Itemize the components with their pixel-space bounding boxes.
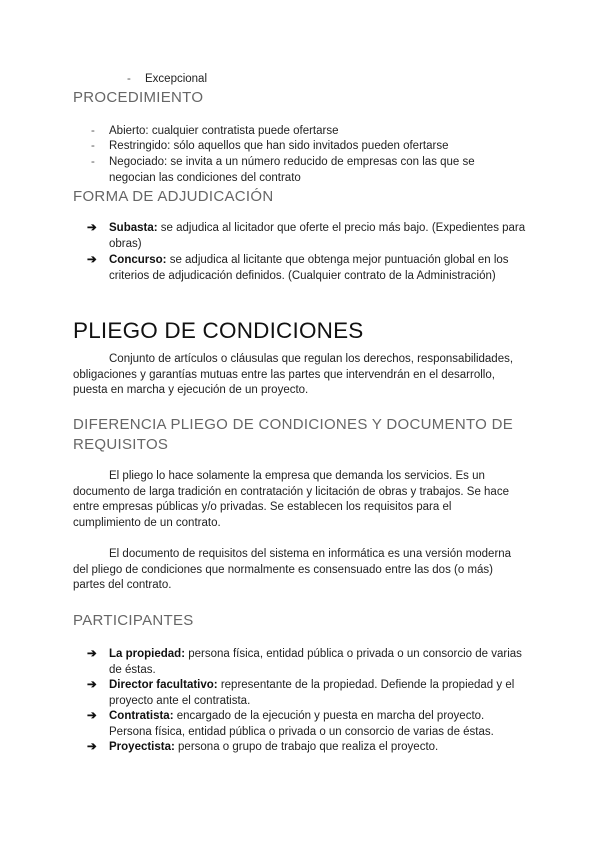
list-item-director xyxy=(87,678,529,709)
list-item-subasta xyxy=(87,221,529,252)
term-label: Proyectista: xyxy=(109,741,175,753)
dash-bullet: - xyxy=(91,156,95,168)
arrow-right-icon: ➔ xyxy=(87,679,97,691)
list-item-concurso xyxy=(87,253,529,284)
term-description: persona física, entidad pública o privada o un consorcio de varias de éstas. xyxy=(109,648,522,676)
list-item-text: Restringido: sólo aquellos que han sido invitados pueden ofertarse xyxy=(109,140,449,152)
dash-bullet: - xyxy=(91,140,95,152)
term-description: persona o grupo de trabajo que realiza el proyecto. xyxy=(174,741,439,753)
paragraph-pliego-intro: Conjunto de artículos o cláusulas que regulan los derechos, responsabilidades, obligaciones y garantías mutuas entre las partes que intervendrán en el desarrollo, puesta en marcha y ejecución de un proyecto. xyxy=(73,353,514,397)
term-description: se adjudica al licitante que obtenga mejor puntuación global en los criterios de adjudicación definidos. (Cualquier contrato de la Administración) xyxy=(109,254,509,282)
term-description: se adjudica al licitador que oferte el precio más bajo. (Expedientes para obras) xyxy=(109,222,526,250)
arrow-right-icon: ➔ xyxy=(87,222,97,234)
term-label: Subasta: xyxy=(109,222,158,234)
list-item-text: Excepcional xyxy=(145,73,208,85)
list-item-proyectista xyxy=(87,740,529,756)
arrow-right-icon: ➔ xyxy=(87,710,97,722)
heading-participantes: PARTICIPANTES xyxy=(73,612,194,629)
page-title: PLIEGO DE CONDICIONES xyxy=(73,318,364,343)
heading-diferencia: DIFERENCIA PLIEGO DE CONDICIONES Y DOCUMENTO DE REQUISITOS xyxy=(73,416,514,453)
arrow-right-icon: ➔ xyxy=(87,741,97,753)
term-label: La propiedad: xyxy=(109,648,186,660)
paragraph-diferencia-2: El documento de requisitos del sistema en informática es una versión moderna del pliego de condiciones que normalmente es consensuado entre las dos (o más) partes del contrato. xyxy=(73,548,512,592)
list-item xyxy=(91,124,529,140)
dash-bullet: - xyxy=(127,73,131,85)
list-item-text: Abierto: cualquier contratista puede ofertarse xyxy=(109,125,339,137)
list-item-text: Negociado: se invita a un número reducido de empresas con las que se negocian las condiciones del contrato xyxy=(109,156,475,184)
arrow-right-icon: ➔ xyxy=(87,648,97,660)
term-label: Director facultativo: xyxy=(109,679,218,691)
term-description: representante de la propiedad. Defiende la propiedad y el proyecto ante el contratista. xyxy=(109,679,515,707)
list-item xyxy=(91,155,519,186)
heading-forma-adjudicacion: FORMA DE ADJUDICACIÓN xyxy=(73,188,274,205)
term-label: Concurso: xyxy=(109,254,167,266)
paragraph-diferencia-1: El pliego lo hace solamente la empresa que demanda los servicios. Es un documento de larga tradición en contratación y licitación de obras y trabajos. Se hace entre empresas públicas y/o privadas. Se establecen los requisitos para el cumplimiento de un contrato. xyxy=(73,470,509,530)
term-label: Contratista: xyxy=(109,710,174,722)
list-item xyxy=(91,139,529,155)
arrow-right-icon: ➔ xyxy=(87,254,97,266)
list-item-contratista xyxy=(87,709,529,740)
list-item-excepcional xyxy=(127,72,208,88)
dash-bullet: - xyxy=(91,125,95,137)
list-item-propiedad xyxy=(87,647,529,678)
term-description: encargado de la ejecución y puesta en marcha del proyecto. Persona física, entidad pública o privada o un consorcio de varias de éstas. xyxy=(109,710,494,738)
heading-procedimiento: PROCEDIMIENTO xyxy=(73,89,204,106)
